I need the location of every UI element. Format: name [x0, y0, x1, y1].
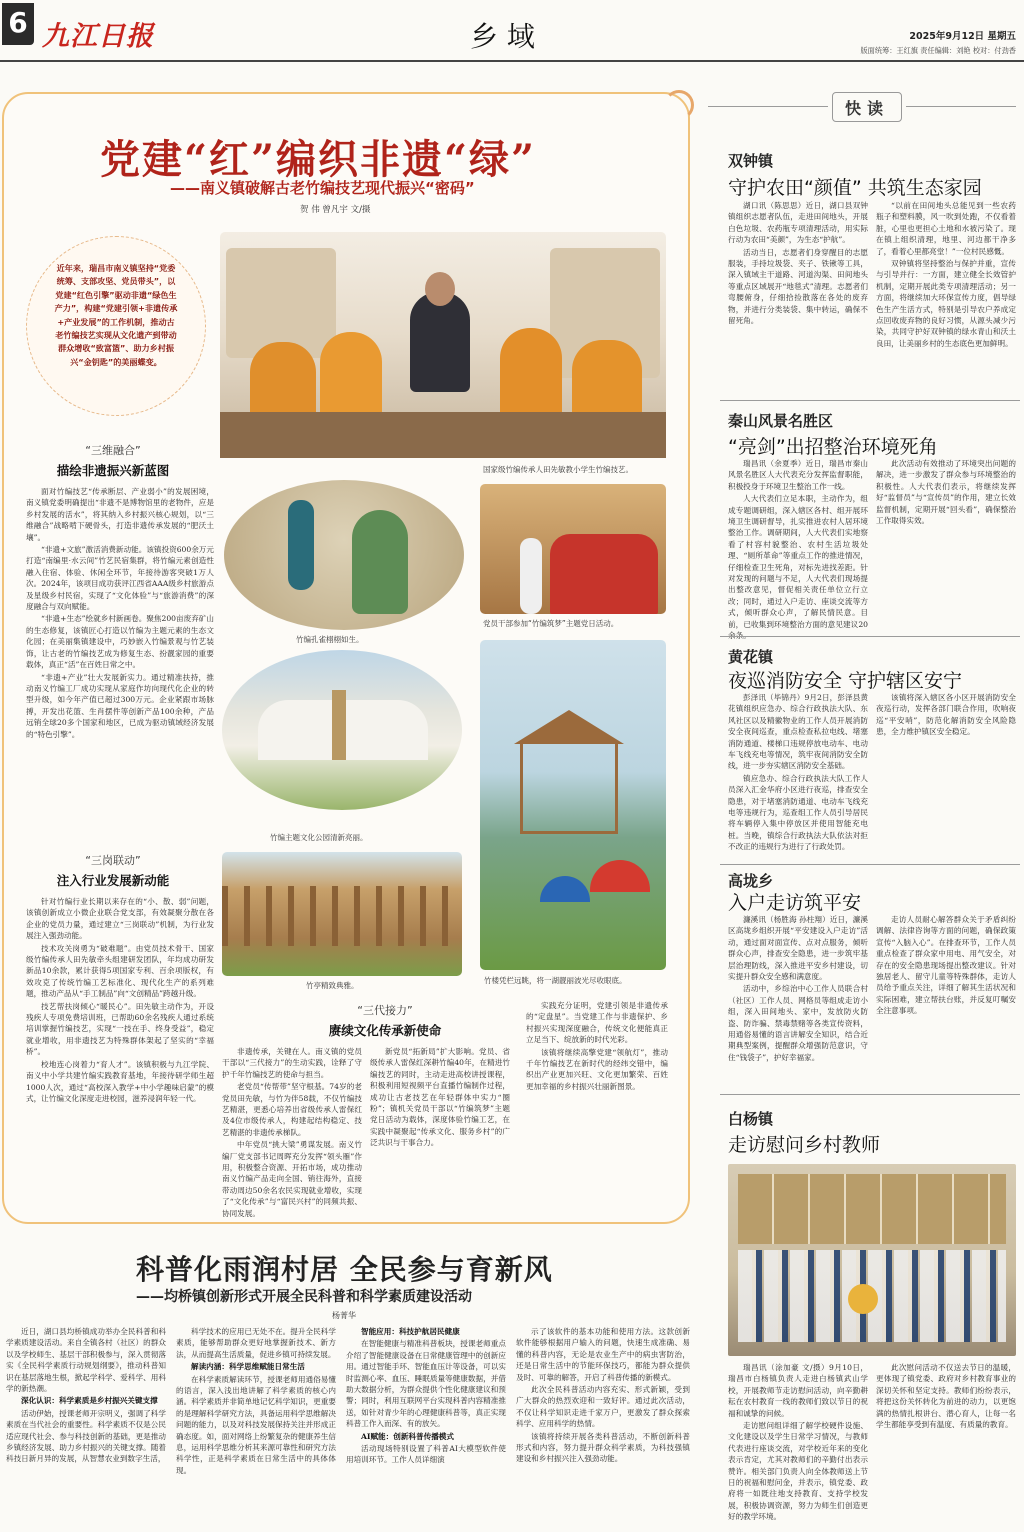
brief3-col-a [728, 692, 868, 858]
caption-peacock: 竹编孔雀栩栩如生。 [296, 635, 364, 644]
section2-header [28, 852, 198, 889]
brief2-col-b [876, 458, 1016, 630]
brief5-para: 瑞昌讯（涂加豪 文/摄）9月10日，瑞昌市白杨镇负责人走进白杨镇武山学校，开展教师节走访慰问活动，向辛勤耕耘在农村教育一线的教师们致以节日的祝福和诚挚的问候。 [728, 1363, 868, 1418]
peacock-photo [224, 480, 464, 630]
pavilion-deck [520, 744, 618, 834]
student-figure-3 [500, 328, 562, 418]
section3-para: 中年党员“挑大梁”勇谋发展。南义竹编厂党支部书记周晖充分发挥“领头雁”作用，积极整合资源、开拓市场，成功推动南义竹编产品走向全国、销往海外，直接带动周边50余名农民实现就业增收，实现了“文化传承”与“富民兴村”的同频共振、协同发展。 [222, 1140, 362, 1218]
tent-red [590, 860, 650, 892]
caption-lake: 竹楼凭栏远眺，将一湖靓丽波光尽收眼底。 [484, 976, 627, 985]
page-number: 6 [8, 6, 28, 39]
section3-para: 新党员“拓新局”扩大影响。党员、省级传承人雷保红深耕竹编40年，在精进竹编技艺的同时，主动走进高校讲授课程，积极利用短视频平台直播竹编制作过程，成功让古老技艺在年轻群体中实力“圈粉”；镇机关党员干部以“竹编筑梦”主题党日活动为载体，深度体验竹编工艺，在实践中凝聚起“传承文化、服务乡村”的广泛共识与干事合力。 [370, 1047, 510, 1148]
brief-label-rule [906, 106, 1016, 107]
section3-heading: 赓续文化传承新使命 [328, 1023, 442, 1038]
bottom-para: 在智能健康与精准科普板块，授课老师重点介绍了智能健康设备在日常健康管理中的创新应用。通过智能手环、智能血压计等设备，可以实时监测心率、血压、睡眠质量等健康数据，并借助大数据分析，为群众提供个性化健康建议和预警；同时，利用互联网平台实现科普内容精准推送，如针对青少年的心理健康科普等，真正实现科普工作入而深、有的放矢。 [346, 1339, 506, 1429]
section3-col-b [370, 1046, 510, 1206]
tent-blue [540, 876, 590, 902]
teachers-photo [728, 1164, 1016, 1356]
section2-kicker: “三岗联动” [85, 854, 141, 867]
brief4-kicker: 高垅乡 [728, 872, 774, 890]
bottom-para: 该镇将持续开展各类科普活动，不断创新科普形式和内容，努力提升群众科学素质，为科技强镇建设和乡村振兴注入强劲动能。 [516, 1431, 690, 1464]
bottom-byline: 杨菁华 [332, 1311, 356, 1320]
brief3-col-b [876, 692, 1016, 858]
bottom-subtitle: ——均桥镇创新形式开展全民科普和科学素质建设活动 [136, 1289, 472, 1305]
editor-credits: 版面统筹：王红旗 责任编辑：刘艳 校对：付劲香 [860, 46, 1016, 55]
caption-party-activity: 党员干部参加“竹编筑梦”主题党日活动。 [483, 619, 619, 628]
frame-corner-ornament [664, 90, 694, 120]
brief2-para: 此次活动有效推动了环境突出问题的解决，进一步激发了群众参与环境整治的积极性。人大代表们表示，将继续发挥好“监督员”与“宣传员”的作用，建立长效监督机制，定期开展“回头看”，确保整治工作取得实效。 [876, 459, 1016, 526]
brief4-title: 入户走访筑平安 [728, 892, 862, 914]
bottom-para: 近日，湖口县均桥镇成功举办全民科普和科学素质建设活动。来自全镇各村（社区）的群众以及学校师生、基层干部积极参与，深入贯彻落实《全民科学素质行动规划纲要》，推动科普知识在基层落地生根，掀起学科学、爱科学、用科学的新热潮。 [6, 1327, 166, 1394]
brief4-col-a [728, 914, 868, 1086]
honor-board [738, 1174, 1006, 1244]
guide-figure [520, 538, 542, 614]
brief5-col-b [876, 1362, 1016, 1528]
lake-pavilion-photo [480, 640, 666, 970]
brief2-col-a [728, 458, 868, 630]
section1-heading: 描绘非遗振兴新蓝图 [56, 463, 170, 478]
brief1-col-b [876, 200, 1016, 392]
section1-para: “非遗+文旅”激活消费新动能。该镇投资600余万元打造“南编里·水云间”竹艺民宿集群，将竹编元素创造性融入住宿、体验、休闲全环节，年接待游客突破1万人次。2024年，该项目成功获评江西省AAA级乡村旅游点及星级乡村民宿，实现了“文化体验”与“旅游消费”的深度融合与双向赋能。 [26, 545, 214, 612]
brief-divider [720, 1094, 1020, 1095]
bottom-subhead: AI赋能：创新科普传播模式 [361, 1431, 454, 1441]
bottom-para: 活动伊始，授课老师开宗明义，强调了科学素质在当代社会的重要性。科学素质不仅是公民适应现代社会、参与科技创新的基础，更是推动乡镇经济发展、助力乡村振兴的关键支撑。随着科技日新月异的发展，从智慧农业到数字生活， [6, 1408, 166, 1464]
teacher-head [425, 272, 455, 306]
brief2-kicker: 秦山风景名胜区 [728, 412, 834, 430]
section2-heading: 注入行业发展新动能 [56, 873, 170, 888]
student-figure-2 [320, 332, 382, 422]
section3-col-a [222, 1046, 362, 1218]
brief-divider [720, 864, 1020, 865]
section3-kicker: “三代接力” [357, 1004, 413, 1017]
section1-header [28, 442, 198, 479]
work-table [220, 412, 666, 458]
brief1-para: “以前在田间地头总能见到一些农药瓶子和塑料膜，风一吹到处跑，不仅看着脏，心里也更担心土地和水被污染了。现在镇上组织清理，地里、河边都干净多了，看着心里都亮堂！”一位村民感慨。 [876, 201, 1016, 256]
pavilion-roof [514, 710, 624, 744]
brief-label-rule [708, 106, 828, 107]
brief1-kicker: 双钟镇 [728, 152, 774, 170]
bottom-col-1 [6, 1326, 166, 1532]
person-group [550, 534, 658, 614]
section-title: 乡 域 [470, 20, 535, 53]
section3-para: 老党员“传帮带”坚守根基。74岁的老党员田先敏，与竹为伴58载，不仅竹编技艺精湛，更悉心培养出省级传承人雷保红及4位市级传承人，构建起结构稳定、技艺精湛的非遗传承梯队。 [222, 1082, 362, 1137]
section2-body [26, 896, 214, 1210]
brief-divider [720, 636, 1020, 637]
section3-para: 非遗传承，关键在人。南义镇的党员干部以“三代接力”的生动实践，诠释了守护千年竹编技艺的使命与担当。 [222, 1047, 362, 1079]
brief5-para: 此次慰问活动不仅送去节日的温暖，更体现了镇党委、政府对乡村教育事业的深切关怀和坚定支持。教师们纷纷表示，将把这份关怀转化为前进的动力，以更饱满的热情扎根讲台、潜心育人，让每一名学生都能享受到有温度、有质量的教育。 [876, 1363, 1016, 1430]
brief3-para: 彭泽讯（毕锦丹）9月2日，彭泽县黄花镇组织应急办、综合行政执法大队、东风社区以及精徽物业的工作人员开展消防安全夜间巡查，重点检查私拉电线、堵塞消防通道、楼梯口违规停放电动车、电动车飞线充电等情况，筑牢夜间消防安全防线，进一步夯实辖区消防安全基础。 [728, 693, 868, 771]
brief1-para: 双钟镇将坚持整治与保护并重，宣传与引导并行：一方面，建立健全长效管护机制，定期开展此类专项清理活动；另一方面，将继续加大环保宣传力度，倡导绿色生产生活方式，特别是引导农户养成定点回收废弃物的良好习惯，从源头减少污染，共同守护好双钟镇的绿水青山和沃土良田，让美丽乡村的生态底色更加鲜明。 [876, 259, 1016, 348]
brief5-col-a [728, 1362, 868, 1528]
teacher-figure [410, 292, 470, 392]
brief4-para: 濂溪讯（杨胜海 孙柱翔）近日，濂溪区高垅乡组织开展“平安建设入户走访”活动，通过面对面宣传、点对点服务，倾听群众心声，排查安全隐患，进一步筑牢基层治理防线，深入推进平安乡村建设，切实提升群众安全感和满意度。 [728, 915, 868, 982]
bottom-subhead: 智能应用：科技护航居民健康 [361, 1327, 460, 1336]
corridor-arches [222, 886, 462, 946]
bottom-col-4 [516, 1326, 690, 1532]
brief1-title: 守护农田“颜值” 共筑生态家园 [728, 177, 982, 199]
brief4-col-b [876, 914, 1016, 1086]
party-activity-photo [480, 484, 666, 614]
bottom-col-2 [176, 1326, 336, 1532]
brief1-para: 活动当日，志愿者们身穿醒目的志愿服装，手持垃圾袋、夹子、铁锹等工具，深入镇域主干道路、河道沟渠、田间地头等重点区域展开“地毯式”清理。志愿者们弯腰俯身，仔细拾捡散落在各处的废弃物，并进行分类装袋、集中转运，确保不留死角。 [728, 247, 868, 326]
bottom-subhead: 深化认识：科学素质是乡村振兴关键支撑 [21, 1396, 158, 1406]
section1-body [26, 486, 214, 828]
section3-header [300, 1002, 470, 1039]
bottom-para: 此次全民科普活动内容充实、形式新颖，受到广大群众的热烈欢迎和一致好评。通过此次活动，不仅让科学知识走进千家万户，更激发了群众探索科学、应用科学的热情。 [516, 1385, 690, 1429]
brief3-title: 夜巡消防安全 守护辖区安宁 [728, 670, 963, 692]
feature-subtitle: ——南义镇破解古老竹编技艺现代振兴“密码” [170, 179, 475, 197]
bottom-para: 活动现场特别设置了科普AI大模型软件使用培训环节。工作人员详细演 [346, 1444, 506, 1465]
section2-para: 技艺帮扶岗倾心“暖民心”。田先敏主动作为，开设残疾人专项免费培训班，已帮助60余名残疾人通过系统培训掌握竹编技艺，实现“一技在手、终身受益”，稳定就业增收，用非遗技艺为特殊群体架起了坚实的“幸福桥”。 [26, 1001, 214, 1057]
bottom-col-3 [346, 1326, 506, 1532]
brief1-col-a [728, 200, 868, 392]
brief2-title: “亮剑”出招整治环境死角 [728, 436, 938, 458]
section3-para: 实践充分证明，党建引领是非遗传承的“定盘星”。当党建工作与非遗保护、乡村振兴实现深度融合，传统文化便能真正立足当下、绽放新的时代光彩。 [526, 1001, 668, 1045]
brief-divider [720, 400, 1020, 401]
brief1-para: 湖口讯（陈思思）近日，湖口县双钟镇组织志愿者队伍，走进田间地头，开展白色垃圾、农药瓶专项清理活动，用实际行动为农田“美颜”，为生态“护航”。 [728, 201, 868, 245]
park-photo [222, 650, 462, 810]
section2-para: 校地连心岗着力“育人才”。该镇积极与九江学院、南义中小学共建竹编实践教育基地，年接待研学师生超1000人次，通过“高校深入教学+中小学趣味启蒙”的模式，让竹编文化深度走进校园，滋养浸润年轻一代。 [26, 1059, 214, 1103]
section1-para: “非遗+产业”壮大发展新实力。通过精准扶持，推动南义竹编工厂成功实现从家庭作坊向现代化企业的转型升级，如今年产值已超过300万元。企业紧跟市场脉搏，开发出花篮、生肖摆件等创新产品100余种，产品远销全球20多个国家和地区，已成为驱动镇域经济发展的“特色引擎”。 [26, 672, 214, 739]
park-sculpture [332, 690, 346, 760]
bottom-para: 在科学素质解读环节，授课老师用通俗易懂的语言，深入浅出地讲解了科学素质的核心内涵。科学素质并非简单地记忆科学知识，更重要的是理解科学研究方法，具备运用科学思维解决问题的能力，以及对科技发展保持关注并形成正确态度。如，面对网络上纷繁复杂的健康养生信息，运用科学思维分析其来源可靠性和研究方法科学性，正是科学素质在日常生活中的具体体现。 [176, 1374, 336, 1475]
section1-kicker: “三维融合” [85, 444, 141, 457]
masthead-rule [0, 60, 1024, 62]
caption-park: 竹编主题文化公园清新亮丽。 [270, 833, 368, 842]
bottom-subhead: 解读内涵：科学思维赋能日常生活 [191, 1362, 305, 1372]
caption-main-photo: 国家级竹编传承人田先敏教小学生竹编技艺。 [483, 465, 633, 474]
brief3-para: 镇应急办、综合行政执法大队工作人员深入汇金华府小区进行夜巡，排查安全隐患，对于堵塞消防通道、电动车飞线充电等违规行为，巡查组工作人员引导居民将车辆停入集中停放区并使用智能充电桩。当晚，镇综合行政执法大队依法对拒不改正的违规行为进行了行政处罚。 [728, 773, 868, 852]
newspaper-name: 九江日报 [42, 21, 154, 52]
brief4-para: 活动中，乡综治中心工作人员联合村（社区）工作人员、网格员等组成走访小组，深入田间地头、家中，发放防火防盗、防诈骗、禁毒禁赌等各类宣传资料，用通俗易懂的语言讲解安全知识，结合近期典型案例，提醒群众增强防范意识，守住“钱袋子”，护好幸福家。 [728, 984, 868, 1062]
section2-para: 针对竹编行业长期以来存在的“小、散、弱”问题，该镇创新成立小微企业联合党支部，有效凝聚分散在各企业的党员力量，通过建立“三岗联动”机制，为行业发展注入强劲动能。 [26, 897, 214, 941]
section3-col-c [526, 1000, 668, 1206]
brief5-kicker: 白杨镇 [728, 1110, 774, 1128]
section2-para: 技术攻关岗勇为“破难题”。由党员技术骨干、国家级竹编传承人田先敏牵头组建研发团队，年均成功研发新品10余款，累计获得5项国家专利、百余项版权，有效攻克了传统竹编工艺标准化、现代化生产的系列难题，推动产品从“手工制品”向“文创精品”跨越升级。 [26, 943, 214, 999]
main-photo-bamboo-class [220, 232, 666, 458]
brief2-para: 人大代表们立足本职，主动作为，组成专题调研组，深入辖区各村、组开展环境卫生调研督导，扎实推进农村人居环境整治工作。调研期间，人大代表们实地察看了村容村貌整治、农村生活垃圾处理、“厕所革命”等重点工作的推进情况，仔细检查卫生死角，对标先进找差距。针对发现的问题与不足，人大代表们现场提出整改意见，督促相关责任单位立行立改；同时，通过入户走访、座谈交流等方式，倾听群众心声，了解民情民意。目前，已收集到环境整治方面的意见建议20 [728, 494, 868, 629]
section1-para: “非遗+生态”绘就乡村新画卷。聚焦200亩废弃矿山的生态修复，该镇匠心打造以竹编为主题元素的生态文化园；在美丽集镇建设中，巧妙嵌入竹编景观与竹艺装饰，让古老的竹编技艺成为修复生态、扮靓家园的重要载体，真正“活”在百姓日常之中。 [26, 614, 214, 670]
section3-para: 该镇将继续高擎党建“领航灯”，推动千年竹编技艺在新时代的经纬交错中，编织出产业更加兴旺、文化更加繁荣、百姓更加幸福的乡村振兴壮丽新图景。 [526, 1047, 668, 1091]
bottom-para: 科学技术的应用已无处不在。提升全民科学素质，能够帮助群众更好地掌握新技术、新方法，从而提高生活质量，促进乡镇可持续发展。 [176, 1327, 336, 1359]
brief5-para: 走访慰问组详细了解学校硬件设施、文化建设以及学生日常学习情况，与教师代表进行座谈交流，对学校近年来的变化表示肯定，尤其对教师们的辛勤付出表示赞许。相关部门负责人向全体教师送上节日的祝福和慰问金，并表示，镇党委、政府将一如既往地支持教育、支持学校发展，积极协调资源，努力为师生们创造更好的教学环境。 [728, 1421, 868, 1522]
peacock-tail [352, 510, 408, 614]
feature-byline: 贺 伟 曾凡宇 文/摄 [300, 205, 371, 215]
brief3-para: 该镇将深入辖区各小区开展消防安全夜巡行动，发挥各部门联合作用，吹响夜巡“平安哨”，防范化解消防安全风险隐患，全力维护镇区安全稳定。 [876, 693, 1016, 737]
brief2-para: 瑞昌讯（余夏季）近日，瑞昌市秦山风景名胜区人大代表充分发挥监督职能，积极投身于环境卫生整治工作一线。 [728, 459, 868, 491]
bamboo-corridor-photo [222, 852, 462, 976]
intro-text: 近年来，瑞昌市南义镇坚持“党委统筹、支部攻坚、党员带头”，以党建“红色引擎”驱动非遗“绿色生产力”，构建“党建引领+非遗传承+产业发展”的工作机制，推动古老竹编技艺实现从文化遗产到带动群众增收“致富篮”、助力乡村振兴“金钥匙”的美丽蝶变。 [54, 263, 178, 367]
bouquet [848, 1284, 878, 1314]
bottom-para: 示了该软件的基本功能和使用方法。这款创新软件能够根据用户输入的问题，快速生成准确、易懂的科普内容，无论是农业生产中的病虫害防治，还是日常生活中的节能环保技巧，都能为群众提供及时、可靠的解答，开启了科普传播的新模式。 [516, 1327, 690, 1382]
brief5-title: 走访慰问乡村教师 [728, 1134, 881, 1156]
bottom-title: 科普化雨润村居 全民参与育新风 [136, 1253, 553, 1286]
brief-label: 快读 [844, 99, 889, 118]
brief3-kicker: 黄花镇 [728, 648, 774, 666]
section1-para: 面对竹编技艺“传承断层、产业弱小”的发展困境，南义镇党委明确提出“非遗不是博物馆里的老物件，应是乡村发展的活水”，将其纳入乡村振兴核心规划，以“三维融合”战略啃下硬骨头，打造非遗传承发展的“肥沃土壤”。 [26, 487, 214, 542]
issue-date: 2025年9月12日 星期五 [909, 31, 1016, 42]
brief4-para: 走访人员耐心解答群众关于矛盾纠纷调解、法律咨询等方面的问题，确保政策宣传“入脑入心”。在排查环节，工作人员重点检查了群众家中用电、用气安全，对存在的安全隐患现场提出整改建议。针对独居老人、留守儿童等特殊群体，走访人员给予重点关注，详细了解其生活状况和实际困难，建立帮扶台账，并反复叮嘱安全注意事项。 [876, 915, 1016, 1016]
caption-corridor: 竹亭精致典雅。 [306, 981, 359, 990]
feature-title: 党建“红”编织非遗“绿” [100, 136, 537, 183]
peacock-body [288, 500, 314, 590]
